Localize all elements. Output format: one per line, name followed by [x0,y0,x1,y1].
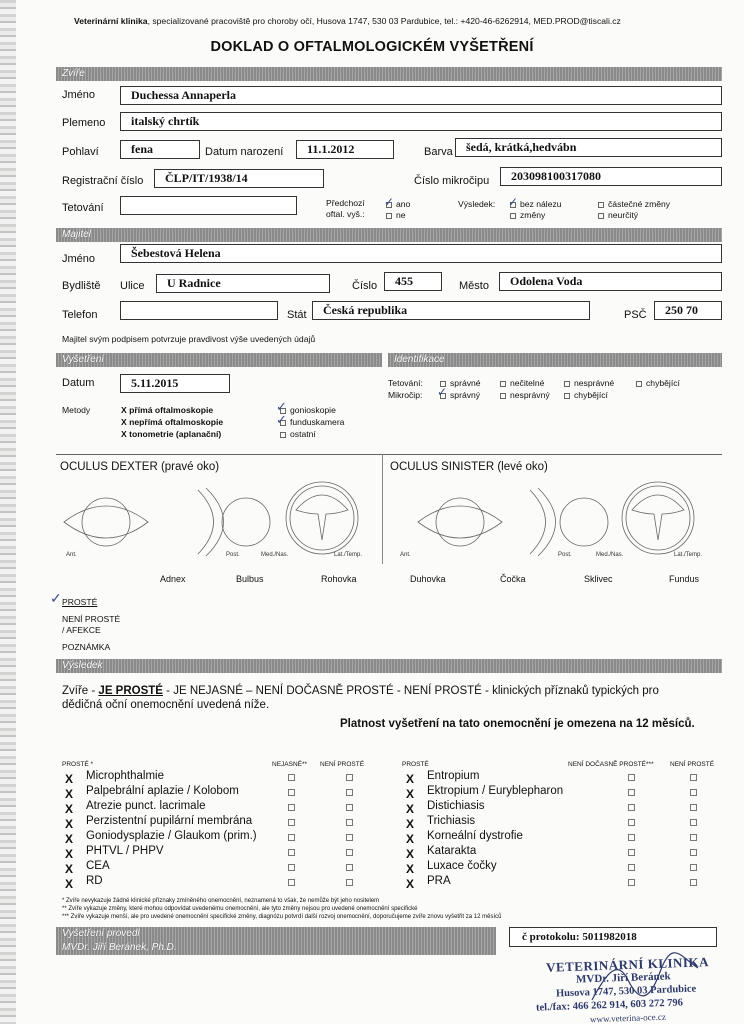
stamp-line-3: Husova 1747, 530 03 Pardubice [555,983,697,1000]
prev-exam-label: Předchozí [326,198,365,208]
clinic-address: , specializované pracoviště pro choroby očí, Husova 1747, 530 03 Pardubice, tel.: +420-46-6262914, MED.PROD@tiscali.cz [147,16,621,26]
eye-circle [560,498,608,546]
tattoo-field[interactable] [120,196,297,215]
result-option-4[interactable] [598,210,638,220]
structure-fundus: Fundus [669,574,700,584]
ident-tattoo-opt3[interactable] [564,378,614,388]
condition-checkbox[interactable] [690,789,697,796]
phone-label: Telefon [62,309,98,321]
col-header-unclear: NEJASNÉ** [272,761,308,768]
state-label: Stát [287,309,307,321]
col-header-free-right: PROSTÉ [402,761,429,768]
sex-label: Pohlaví [62,146,99,158]
checkbox[interactable] [386,213,392,219]
result-line-1-rest: - JE NEJASNÉ – NENÍ DOČASNĚ PROSTÉ - NENÍ PROSTÉ - klinických příznaků typických pro [162,685,659,697]
x-mark: X [406,817,415,831]
os-eye-diagram [388,470,718,560]
dob-field[interactable]: 11.1.2012 [296,140,394,159]
condition-checkbox[interactable] [346,804,353,811]
protocol-number: 5011982018 [582,931,637,943]
condition-row [406,875,414,893]
structure-cocka: Čočka [500,574,526,584]
sex-field[interactable]: fena [120,140,200,159]
condition-checkbox[interactable] [288,819,295,826]
condition-checkbox[interactable] [690,774,697,781]
fundus-circle [622,482,694,554]
owner-name-label: Jméno [62,253,96,265]
condition-checkbox[interactable] [288,879,295,886]
med-nas-label: Med./Nas. [596,552,624,558]
protocol-label: č protokolu: [522,931,580,943]
post-label: Post. [226,552,240,558]
condition-label: Distichiasis [427,800,485,812]
exam-date-field[interactable]: 5.11.2015 [120,374,230,393]
ident-tattoo-opt2-label: nečitelné [510,378,545,388]
checkbox[interactable] [636,381,642,387]
result-option-3[interactable] [598,199,670,209]
structure-rohovka: Rohovka [321,574,357,584]
condition-label: PRA [427,875,451,887]
section-exam: Vyšetření [56,353,382,367]
x-mark: X [65,787,74,801]
street-label: Ulice [120,280,145,292]
result-option-2-label: změny [520,210,546,220]
condition-checkbox[interactable] [628,774,635,781]
fundus-circle [290,486,354,550]
ident-tattoo-label: Tetování: [388,378,423,388]
result-option-3-label: částečné změny [608,199,671,209]
x-mark: X [121,405,127,415]
condition-label: Atrezie punct. lacrimale [86,800,206,812]
x-mark: X [406,787,415,801]
condition-checkbox[interactable] [346,789,353,796]
check-mark-icon: ✓ [508,195,519,209]
bulbus-arc [530,490,546,554]
condition-label: Luxace čočky [427,860,497,872]
exam-date-label: Datum [62,377,95,389]
row-note-label: POZNÁMKA [62,642,111,652]
condition-label: PHTVL / PHPV [86,845,164,857]
checkbox[interactable] [598,213,604,219]
condition-label: Goniodysplazie / Glaukom (prim.) [86,830,257,842]
checkbox[interactable] [500,393,506,399]
reg-label: Registrační číslo [62,175,144,187]
condition-label: Ektropium / Euryblepharon [427,785,564,797]
result-is-free: JE PROSTÉ [98,685,163,697]
condition-label: Entropium [427,770,480,782]
result-line-2: dědičná oční onemocnění uvedená níže. [62,699,270,711]
zip-field[interactable]: 250 70 [654,301,722,320]
result-line-1-prefix: Zvíře - [62,685,99,697]
x-mark: X [65,877,74,891]
state-field[interactable]: Česká republika [312,301,590,320]
footnote-1: * Zvíře nevykazuje žádné klinické příznaky zmíněného onemocnění, neznamená to však, že nemůže být jeho nositelem [62,898,380,904]
x-mark: X [65,862,74,876]
fundus-circle [286,482,358,554]
col-header-free: PROSTÉ * [62,761,94,768]
condition-checkbox[interactable] [346,834,353,841]
row-free-label: PROSTÉ [62,597,98,607]
clinic-name: Veterinární klinika [74,16,148,26]
fundus-shape [632,495,684,540]
prev-yes-label: ano [396,199,411,209]
method-1-label: přímá oftalmoskopie [129,405,214,415]
signature-stroke [592,953,698,1000]
condition-checkbox[interactable] [628,864,635,871]
address-label: Bydliště [62,280,101,292]
condition-checkbox[interactable] [346,774,353,781]
check-mark-icon: ✓ [50,590,62,606]
checkbox[interactable] [564,381,570,387]
section-animal: Zvíře [56,67,722,81]
condition-label: CEA [86,860,110,872]
ident-chip-opt3[interactable] [564,390,608,400]
od-eye-diagram [56,470,382,560]
footnote-3: *** Zvíře vykazuje menší, ale pro uvedené onemocnění specifické změny, diagnózu potvrdí další rozvoj onemocnění, doporučujeme zvíře znovu vyšetřit za 12 měsíců [62,914,502,920]
eye-circle [222,498,270,546]
bulbus-arc [198,490,214,554]
ident-chip-label: Mikročip: [388,390,423,400]
check-mark-icon: ✓ [276,399,287,414]
checkbox[interactable] [500,381,506,387]
method-4[interactable] [280,405,336,415]
x-mark: X [65,832,74,846]
signature [588,950,708,1010]
section-examined-by: Vyšetření provedl [56,927,496,941]
ant-label: Ant. [400,552,411,558]
breed-label: Plemeno [62,117,106,129]
condition-checkbox[interactable] [628,849,635,856]
condition-checkbox[interactable] [690,834,697,841]
condition-checkbox[interactable] [628,789,635,796]
zip-label: PSČ [624,309,647,321]
result-line-1 [62,685,659,697]
condition-label: Perzistentní pupilární membrána [86,815,253,827]
section-result: Výsledek [56,659,722,673]
chip-field[interactable]: 203098100317080 [500,167,722,186]
prev-exam-no[interactable] [386,210,406,220]
clinic-header [74,16,621,26]
condition-checkbox[interactable] [346,849,353,856]
structure-sklivec: Sklivec [584,574,613,584]
ident-tattoo-opt4-label: chybějící [646,378,680,388]
os-title: OCULUS SINISTER (levé oko) [390,461,548,473]
tattoo-label: Tetování [62,202,104,214]
breed-field[interactable]: italský chrtík [120,112,722,131]
condition-checkbox[interactable] [690,804,697,811]
city-label: Město [459,280,489,292]
number-field[interactable]: 455 [384,272,442,291]
lat-temp-label: Lat./Temp. [334,552,363,558]
x-mark: X [65,802,74,816]
condition-label: Korneální dystrofie [427,830,523,842]
bulbus-arc [206,488,224,556]
method-1 [121,405,213,415]
condition-label: RD [86,875,103,887]
checkbox[interactable] [598,202,604,208]
structure-bulbus: Bulbus [236,574,264,584]
checkbox[interactable] [564,393,570,399]
dob-label: Datum narození [205,146,284,158]
condition-checkbox[interactable] [288,834,295,841]
city-field[interactable]: Odolena Voda [499,272,722,291]
scan-edge [0,0,16,1024]
condition-checkbox[interactable] [288,864,295,871]
method-6[interactable] [280,429,316,439]
footnote-2: ** Zvíře vykazuje změny, které mohou odpovídat uvedenému onemocnění, ale tyto změny nejsou pro uvedené onemocnění specifické [62,906,418,912]
condition-checkbox[interactable] [690,879,697,886]
condition-checkbox[interactable] [628,804,635,811]
lat-temp-label: Lat./Temp. [674,552,703,558]
animal-name-label: Jméno [62,89,96,101]
condition-checkbox[interactable] [288,774,295,781]
condition-checkbox[interactable] [690,819,697,826]
ident-chip-opt2-label: nesprávný [510,390,550,400]
checkbox[interactable] [510,213,516,219]
x-mark: X [406,802,415,816]
result-option-4-label: neurčitý [608,210,639,220]
check-mark-icon: ✓ [384,195,395,209]
protocol-box [509,927,717,947]
x-mark: X [406,862,415,876]
ident-chip-opt3-label: chybějící [574,390,608,400]
method-5[interactable] [280,417,344,427]
method-5-label: funduskamera [290,417,345,427]
fundus-shape [296,495,348,540]
color-label: Barva [424,146,453,158]
col-header-temp: NENÍ DOČASNĚ PROSTÉ*** [568,761,654,768]
street-field[interactable]: U Radnice [156,274,330,293]
section-owner: Majitel [56,228,722,242]
check-mark-icon: ✓ [437,385,448,399]
prev-exam-label2: oftal. vyš.: [326,209,365,219]
eyelid-shape [64,506,148,538]
condition-label: Trichiasis [427,815,476,827]
condition-checkbox[interactable] [346,819,353,826]
post-label: Post. [558,552,572,558]
divider [56,454,722,455]
condition-checkbox[interactable] [346,879,353,886]
col-header-not-free: NENÍ PROSTÉ [320,761,365,768]
document-title: DOKLAD O OFTALMOLOGICKÉM VYŠETŘENÍ [210,39,534,55]
divider [382,454,383,564]
condition-label: Palpebrální aplazie / Kolobom [86,785,239,797]
condition-checkbox[interactable] [288,789,295,796]
method-2 [121,417,223,427]
ant-label: Ant. [66,552,77,558]
prev-no-label: ne [396,210,406,220]
x-mark: X [406,772,415,786]
method-3 [121,429,221,439]
method-3-label: tonometrie (aplanační) [129,429,222,439]
stamp-line-1: VETERINÁRNÍ KLINIKA [545,954,710,975]
x-mark: X [406,877,415,891]
row-not-free-label2: / AFEKCE [62,625,101,635]
condition-checkbox[interactable] [288,849,295,856]
phone-field[interactable] [120,301,278,320]
row-not-free-label: NENÍ PROSTÉ [62,614,121,624]
methods-label: Metody [62,405,91,415]
owner-name-field[interactable]: Šebestová Helena [120,244,722,263]
condition-checkbox[interactable] [628,834,635,841]
condition-label: Microphthalmie [86,770,164,782]
structure-duhovka: Duhovka [410,574,446,584]
od-title: OCULUS DEXTER (pravé oko) [60,461,220,473]
result-option-2[interactable] [510,210,545,220]
method-4-label: gonioskopie [290,405,336,415]
col-header-not-free-right: NENÍ PROSTÉ [670,761,715,768]
ident-tattoo-opt4[interactable] [636,378,680,388]
ident-chip-opt2[interactable] [500,390,550,400]
x-mark: X [121,417,127,427]
ident-chip-opt1-label: správný [450,390,481,400]
number-label: Číslo [352,280,378,292]
stamp-line-5: www.veterina-oce.cz [589,1011,667,1024]
bulbus-arc [538,488,556,556]
condition-checkbox[interactable] [346,864,353,871]
structure-adnex: Adnex [160,574,186,584]
result-option-1-label: bez nálezu [520,199,562,209]
eye-circle [82,498,130,546]
eyelid-shape [418,506,502,538]
x-mark: X [406,832,415,846]
section-identification: Identifikace [388,353,722,367]
condition-checkbox[interactable] [690,849,697,856]
stamp-line-4: tel./fax: 466 262 914, 603 272 796 [535,997,684,1014]
ident-tattoo-opt2[interactable] [500,378,544,388]
x-mark: X [121,429,127,439]
ident-tattoo-opt3-label: nesprávné [574,378,615,388]
check-mark-icon: ✓ [276,412,287,427]
owner-declaration: Majitel svým podpisem potvrzuje pravdivost výše uvedených údajů [62,334,316,344]
color-field[interactable]: šedá, krátká,hedvábn [455,138,722,157]
x-mark: X [406,847,415,861]
method-6-label: ostatní [290,429,316,439]
condition-checkbox[interactable] [690,864,697,871]
condition-checkbox[interactable] [288,804,295,811]
x-mark: X [65,772,74,786]
animal-name-field[interactable]: Duchessa Annaperla [120,86,722,105]
ident-tattoo-opt1-label: správné [450,378,481,388]
vet-name: MVDr. Jiří Beránek, Ph.D. [56,941,496,955]
chip-label: Číslo mikročipu [414,175,490,187]
med-nas-label: Med./Nas. [261,552,289,558]
fundus-circle [626,486,690,550]
x-mark: X [65,847,74,861]
stamp-line-2: MVDr. Jiří Beránek [575,970,671,986]
x-mark: X [65,817,74,831]
reg-field[interactable]: ČLP/IT/1938/14 [154,169,324,188]
validity-note: Platnost vyšetření na tato onemocnění je omezena na 12 měsíců. [340,718,695,730]
eye-circle [436,498,484,546]
condition-checkbox[interactable] [628,879,635,886]
condition-row [65,875,73,893]
result-label: Výsledek: [458,199,496,209]
condition-label: Katarakta [427,845,477,857]
condition-checkbox[interactable] [628,819,635,826]
checkbox[interactable] [280,432,286,438]
method-2-label: nepřímá oftalmoskopie [129,417,224,427]
